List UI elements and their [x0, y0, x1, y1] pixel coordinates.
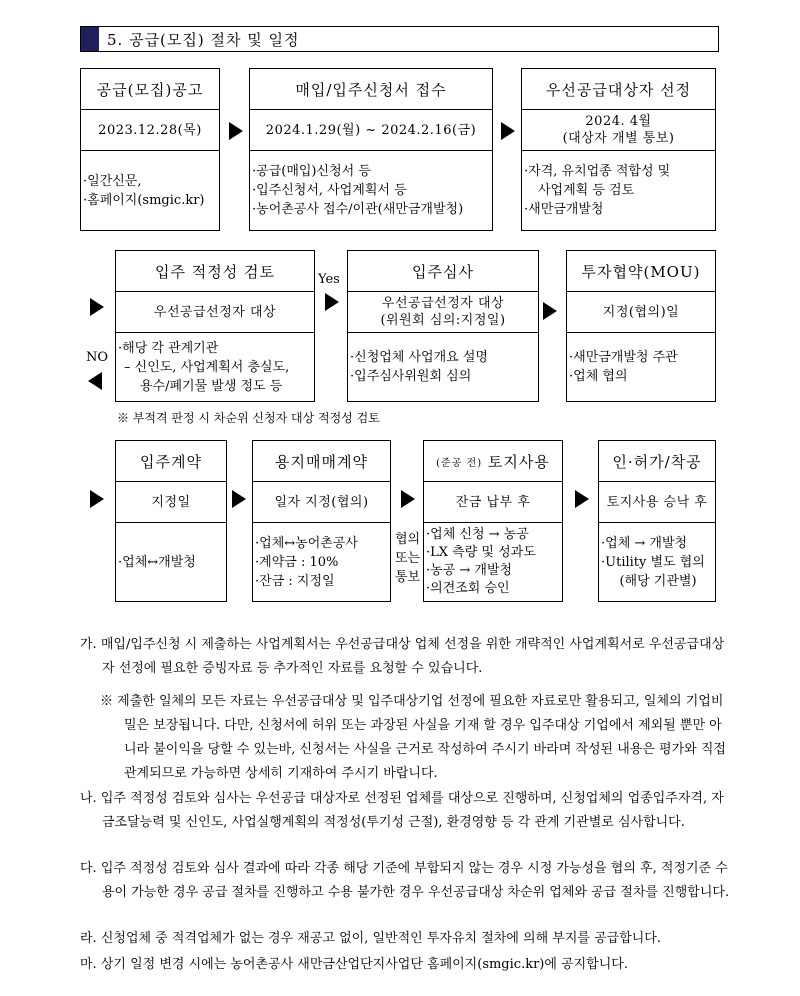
step-body-line: ·의견조회 승인: [426, 581, 510, 596]
step-head: 용지매매계약: [253, 441, 390, 482]
arrow-right-icon: [232, 490, 246, 508]
step-body-line: – 신인도, 사업계획서 충실도,: [124, 359, 290, 375]
step-body-line: ·Utility 별도 협의: [601, 554, 705, 570]
step-body-line: ·업체↔농어촌공사: [255, 535, 358, 551]
step-body-line: ·농어촌공사 접수/이관(새만금개발청): [252, 202, 464, 217]
step-body-line: ·업체 협의: [569, 369, 628, 384]
paragraph-na: 나. 입주 적정성 검토와 심사는 우선공급 대상자로 선정된 업체를 대상으로 진행하며, 신청업체의 업종입주자격, 자금조달능력 및 신인도, 사업실행계획의 적정성(투기성 근절), 환경영향 등 각 관계 기관별로 심사합니다.: [80, 791, 724, 830]
step-body: [116, 333, 314, 401]
arrow-right-icon: [229, 122, 243, 140]
step-head: 입주계약: [116, 441, 226, 482]
step-date: 지정일: [116, 482, 226, 523]
step-body-line: ·업체 → 개발청: [601, 535, 688, 551]
arrow-left-icon: [88, 372, 102, 390]
arrow-right-icon: [501, 122, 515, 140]
step-body-line: ·홈페이지(smgic.kr): [83, 192, 205, 208]
arrow-right-icon: [543, 302, 557, 320]
section-title-text: 5. 공급(모집) 절차 및 일정: [107, 30, 300, 49]
no-label: NO: [86, 350, 109, 365]
step-head: 투자협약(MOU): [567, 251, 715, 292]
step-box-permit: [598, 440, 716, 602]
step-body-line: 용수/폐기물 발생 정도 등: [140, 378, 283, 394]
step-date: 토지사용 승낙 후: [599, 482, 715, 523]
step-head: 인·허가/착공: [599, 441, 715, 482]
step-box-contract: [115, 440, 227, 602]
step-body-line: ·업체↔개발청: [118, 554, 196, 570]
step-head: 입주심사: [348, 251, 538, 292]
step-box-mou: [566, 250, 716, 402]
paragraph-ga-note: ※ 제출한 일체의 모든 자료는 우선공급대상 및 입주대상기업 선정에 필요한 자료로만 활용되고, 일체의 기업비밀은 보장됩니다. 다만, 신청서에 허위 또는 과장된 사실을 기재 할 경우 입주대상 기업에서 제외될 뿐만 아니라 불이익을 당할 수 있는바, 신청서는 사실을 근거로 작성하여 주시기 바라며 작성된 내용은 평가와 직접 관계되므로 가능하면 상세히 기재하여 주시기 바랍니다.: [100, 694, 726, 781]
step-box-selection: [521, 68, 716, 231]
consult-or-notify: 협의 또는 통보: [395, 532, 421, 585]
step-body: [522, 151, 715, 230]
step-date: 2024. 4월 (대상자 개별 통보): [522, 110, 715, 151]
step-body-line: ·새만금개발청: [524, 202, 604, 217]
step-date: 2023.12.28(목): [81, 110, 219, 151]
paragraph-ra: 라. 신청업체 중 적격업체가 없는 경우 재공고 없이, 일반적인 투자유치 절차에 의해 부지를 공급합니다.: [80, 931, 661, 946]
step-body: [567, 333, 715, 401]
arrow-right-icon: [575, 490, 589, 508]
step-body: [253, 523, 390, 601]
step-body-line: ·자격, 유치업종 적합성 및: [524, 164, 671, 179]
step-body: [250, 151, 492, 230]
step-body-line: ·업체 신청 → 농공: [426, 527, 529, 542]
step-body-line: ·농공 → 개발청: [426, 563, 513, 578]
arrow-right-icon: [90, 490, 104, 508]
step-body: [81, 151, 219, 230]
step-body-line: 사업계획 등 검토: [538, 183, 635, 198]
step-date: 2024.1.29(월) ~ 2024.2.16(금): [250, 110, 492, 151]
step-head: 공급(모집)공고: [81, 69, 219, 110]
step-target: 우선공급선정자 대상: [116, 292, 314, 333]
step-head: (준공 전) 토지사용: [424, 441, 562, 482]
step-body: [599, 523, 715, 601]
step-body: [424, 523, 562, 601]
step-body-line: ·LX 측량 및 성과도: [426, 545, 536, 560]
step-body-line: ·잔금 : 지정일: [255, 573, 335, 589]
step-box-land-sale: [252, 440, 391, 602]
step-body: [116, 523, 226, 601]
step-date: 잔금 납부 후: [424, 482, 562, 523]
arrow-right-icon: [90, 298, 104, 316]
step-box-land-use: [423, 440, 563, 602]
step-body-line: ·입주신청서, 사업계획서 등: [252, 183, 407, 198]
step-body-line: ·신청업체 사업개요 설명: [350, 350, 488, 365]
step-head: 매입/입주신청서 접수: [250, 69, 492, 110]
step-box-notice: [80, 68, 220, 231]
head-prefix: (준공 전): [436, 457, 483, 469]
step-body-line: ·입주심사위원회 심의: [350, 369, 472, 384]
reject-note: ※ 부적격 판정 시 차순위 신청자 대상 적정성 검토: [117, 411, 380, 425]
step-body-line: ·계약금 : 10%: [255, 554, 339, 570]
step-target: 우선공급선정자 대상 (위원회 심의:지정일): [348, 292, 538, 333]
step-body: [348, 333, 538, 401]
arrow-right-icon: [401, 490, 415, 508]
step-head: 우선공급대상자 선정: [522, 69, 715, 110]
step-date: 일자 지정(협의): [253, 482, 390, 523]
step-body-line: (해당 기관별): [619, 573, 697, 589]
step-body-line: ·해당 각 관계기관: [118, 340, 219, 356]
step-box-application: [249, 68, 493, 231]
paragraph-ma: 마. 상기 일정 변경 시에는 농어촌공사 새만금산업단지사업단 홈페이지(smgic.kr)에 공지합니다.: [80, 957, 628, 972]
step-head: 입주 적정성 검토: [116, 251, 314, 292]
section-title: [80, 26, 719, 52]
step-target: 지정(협의)일: [567, 292, 715, 333]
step-body-line: ·새만금개발청 주관: [569, 350, 678, 365]
arrow-right-icon: [325, 293, 339, 311]
section-title-bar: [81, 27, 99, 51]
paragraph-ga: 가. 매입/입주신청 시 제출하는 사업계획서는 우선공급대상 업체 선정을 위한 개략적인 사업계획서로 우선공급대상자 선정에 필요한 증빙자료 등 추가적인 자료를 요청할 수 있습니다.: [80, 637, 725, 676]
yes-label: Yes: [318, 272, 340, 287]
step-box-review: [115, 250, 315, 402]
step-box-screening: [347, 250, 539, 402]
step-body-line: ·일간신문,: [83, 173, 142, 189]
step-body-line: ·공급(매입)신청서 등: [252, 164, 371, 179]
paragraph-da: 다. 입주 적정성 검토와 심사 결과에 따라 각종 해당 기준에 부합되지 않는 경우 시정 가능성을 협의 후, 적정기준 수용이 가능한 경우 공급 절차를 진행하고 수용 불가한 경우 우선공급대상 차순위 업체와 공급 절차를 진행합니다.: [80, 861, 730, 900]
